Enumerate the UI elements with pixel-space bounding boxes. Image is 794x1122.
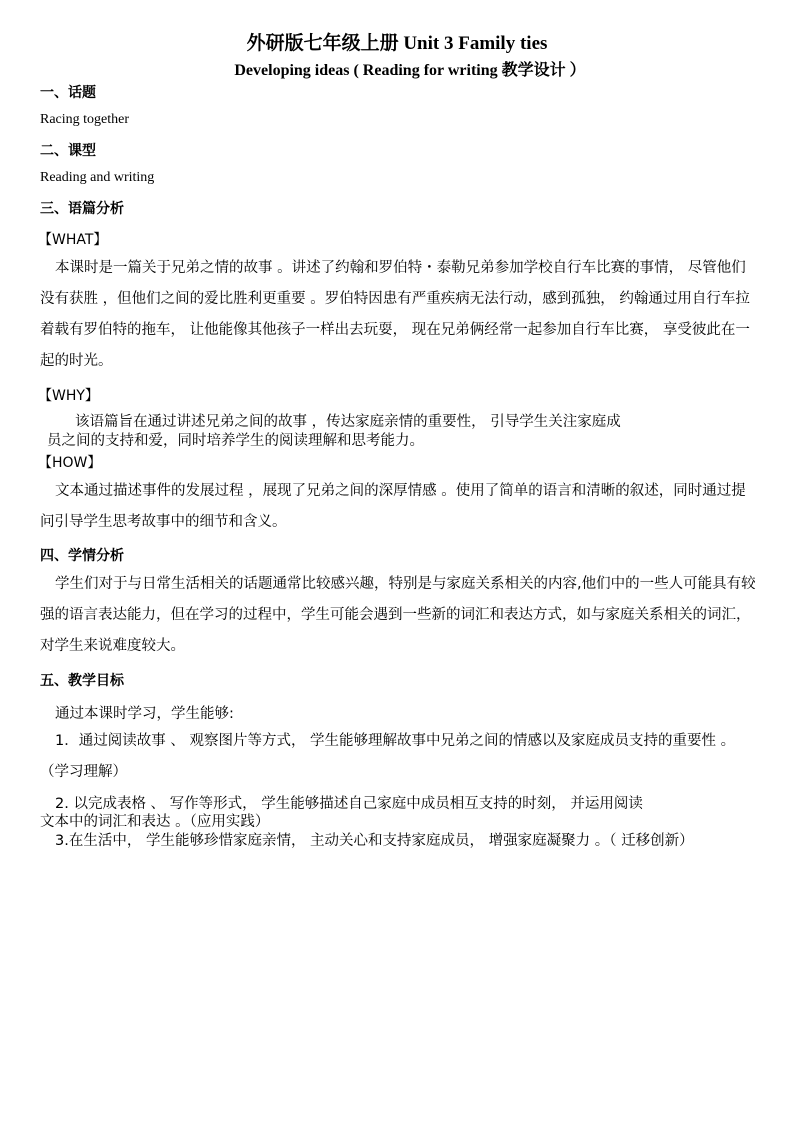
- section-heading-topic: 一、话题: [40, 85, 96, 101]
- section-heading-type: 二、课型: [40, 143, 96, 159]
- document-title: 外研版七年级上册 Unit 3 Family ties: [246, 33, 548, 54]
- why-paragraph: [47, 413, 747, 451]
- why-line-1: 该语篇旨在通过讲述兄弟之间的故事 ，传达家庭亲情的重要性， 引导学生关注家庭成: [75, 414, 621, 430]
- type-content: Reading and writing: [40, 170, 155, 185]
- goals-intro: 通过本课时学习，学生能够:: [55, 706, 234, 722]
- learners-paragraph: 学生们对于与日常生活相关的话题通常比较感兴趣，特别是与家庭关系相关的内容,他们中的一些人可能具有较强的语言表达能力，但在学习的过程中，学生可能会遇到一些新的词汇和表达方式，如与家庭关系相关的词汇，对学生来说难度较大。: [40, 576, 756, 654]
- what-tag: 【WHAT】: [38, 232, 108, 248]
- how-tag: 【HOW】: [38, 455, 102, 471]
- section-heading-goals: 五、教学目标: [40, 673, 124, 689]
- goal-1: 1．通过阅读故事 、 观察图片等方式， 学生能够理解故事中兄弟之间的情感以及家庭成员支持的重要性 。（学习理解）: [40, 733, 736, 780]
- how-paragraph: 文本通过描述事件的发展过程 ，展现了兄弟之间的深厚情感 。使用了简单的语言和清晰的叙述，同时通过提问引导学生思考故事中的细节和含义。: [40, 483, 746, 530]
- why-tag: 【WHY】: [38, 388, 99, 404]
- why-line-2: 员之间的支持和爱，同时培养学生的阅读理解和思考能力。: [47, 433, 424, 449]
- section-heading-analysis: 三、语篇分析: [40, 201, 124, 217]
- topic-content: Racing together: [40, 112, 130, 127]
- goal-3: 3.在生活中， 学生能够珍惜家庭亲情， 主动关心和支持家庭成员， 增强家庭凝聚力 。（ 迁移创新）: [55, 833, 694, 849]
- section-heading-learners: 四、学情分析: [40, 548, 124, 564]
- goal-2-line-2: 文本中的词汇和表达 。（应用实践）: [40, 814, 270, 830]
- what-paragraph: 本课时是一篇关于兄弟之情的故事 。讲述了约翰和罗伯特・泰勒兄弟参加学校自行车比赛的事情， 尽管他们没有获胜 ，但他们之间的爱比胜利更重要 。罗伯特因患有严重疾病无法行动，感到孤独， 约翰通过用自行车拉着载有罗伯特的拖车， 让他能像其他孩子一样出去玩耍， 现在兄弟俩经常一起参加自行车比赛， 享受彼此在一起的时光。: [40, 260, 750, 369]
- goal-2-line-1: 2. 以完成表格 、 写作等形式， 学生能够描述自己家庭中成员相互支持的时刻， 并运用阅读: [55, 796, 643, 812]
- document-subtitle: Developing ideas ( Reading for writing 教学设计 ）: [234, 62, 586, 79]
